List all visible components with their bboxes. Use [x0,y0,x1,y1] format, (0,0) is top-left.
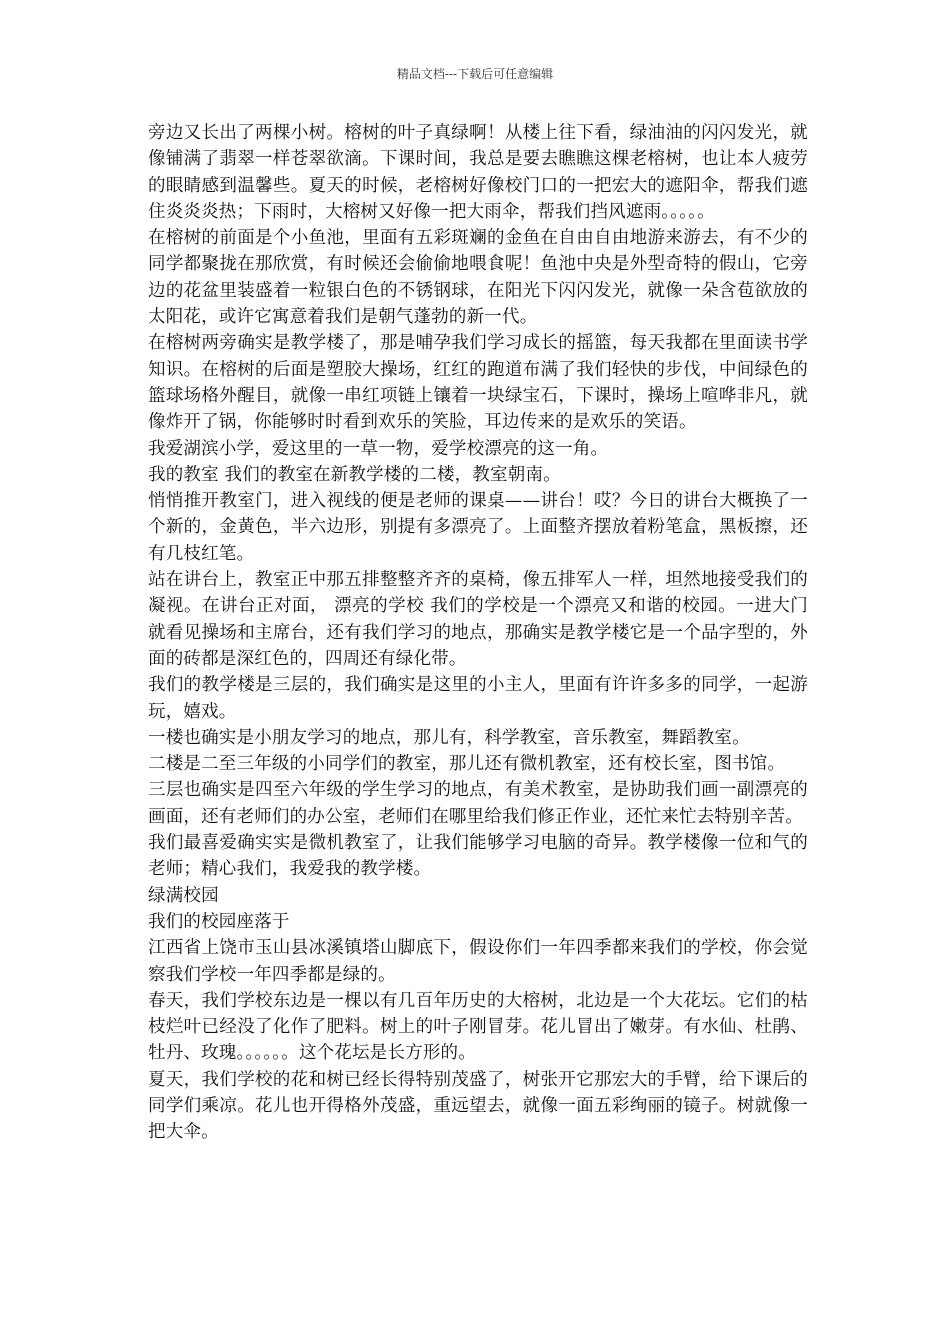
paragraph: 江西省上饶市玉山县冰溪镇塔山脚底下，假设你们一年四季都来我们的学校，你会觉察我们学校一年四季都是绿的。 [148,938,808,985]
paragraph: 春天，我们学校东边是一棵以有几百年历史的大榕树，北边是一个大花坛。它们的枯枝烂叶已经没了化作了肥料。树上的叶子刚冒芽。花儿冒出了嫩芽。有水仙、杜鹃、牡丹、玫瑰。。。。。。这个花坛是长方形的。 [148,990,808,1064]
page-header: 精品文档---下载后可任意编辑 [396,67,554,81]
paragraph: 旁边又长出了两棵小树。榕树的叶子真绿啊！从楼上往下看，绿油油的闪闪发光，就像铺满了翡翠一样苍翠欲滴。下课时间，我总是要去瞧瞧这棵老榕树，也让本人疲劳的眼睛感到温馨些。夏天的时候，老榕树好像校门口的一把宏大的遮阳伞，帮我们遮住炎炎炎热；下雨时，大榕树又好像一把大雨伞，帮我们挡风遮雨。。。。。 [148,123,808,222]
paragraph: 一楼也确实是小朋友学习的地点，那儿有，科学教室，音乐教室，舞蹈教室。 [148,727,750,748]
paragraph: 我们的教学楼是三层的，我们确实是这里的小主人，里面有许许多多的同学，一起游玩，嬉戏。 [148,675,808,722]
paragraph: 我们最喜爱确实实是微机教室了，让我们能够学习电脑的奇异。教学楼像一位和气的老师；精心我们，我爱我的教学楼。 [148,833,808,880]
paragraph: 我的教室 我们的教室在新教学楼的二楼，教室朝南。 [148,464,561,485]
paragraph: 悄悄推开教室门，进入视线的便是老师的课桌——讲台！哎？今日的讲台大概换了一个新的，金黄色，半六边形，别提有多漂亮了。上面整齐摆放着粉笔盒，黑板擦，还有几枝红笔。 [148,491,808,564]
paragraph: 二楼是二至三年级的小同学们的教室，那儿还有微机教室，还有校长室，图书馆。 [148,754,786,775]
paragraph: 夏天，我们学校的花和树已经长得特别茂盛了，树张开它那宏大的手臂，给下课后的同学们乘凉。花儿也开得格外茂盛，重远望去，就像一面五彩绚丽的镜子。树就像一把大伞。 [148,1069,808,1143]
section-heading: 绿满校园 [148,885,219,906]
paragraph: 三层也确实是四至六年级的学生学习的地点，有美术教室，是协助我们画一副漂亮的画面，还有老师们的办公室，老师们在哪里给我们修正作业，还忙来忙去特别辛苦。 [148,780,808,827]
paragraph: 在榕树两旁确实是教学楼了，那是哺孕我们学习成长的摇篮，每天我都在里面读书学知识。在榕树的后面是塑胶大操场，红红的跑道布满了我们轻快的步伐，中间绿色的篮球场格外醒目，就像一串红项链上镶着一块绿宝石，下课时，操场上喧哗非凡，就像炸开了锅，你能够时时看到欢乐的笑脸，耳边传来的是欢乐的笑语。 [148,333,808,433]
document-body [148,120,808,1146]
paragraph: 我们的校园座落于 [148,911,290,932]
paragraph: 我爱湖滨小学，爱这里的一草一物，爱学校漂亮的这一角。 [148,438,609,459]
paragraph: 站在讲台上，教室正中那五排整整齐齐的桌椅，像五排军人一样，坦然地接受我们的凝视。在讲台正对面， 漂亮的学校 我们的学校是一个漂亮又和谐的校园。一进大门就看见操场和主席台，还有我们学习的地点，那确实是教学楼它是一个品字型的，外面的砖都是深红色的，四周还有绿化带。 [148,570,808,669]
paragraph: 在榕树的前面是个小鱼池，里面有五彩斑斓的金鱼在自由自由地游来游去，有不少的同学都聚拢在那欣赏，有时候还会偷偷地喂食呢！鱼池中央是外型奇特的假山，它旁边的花盆里装盛着一粒银白色的不锈钢球，在阳光下闪闪发光，就像一朵含苞欲放的太阳花，或许它寓意着我们是朝气蓬勃的新一代。 [148,228,808,328]
